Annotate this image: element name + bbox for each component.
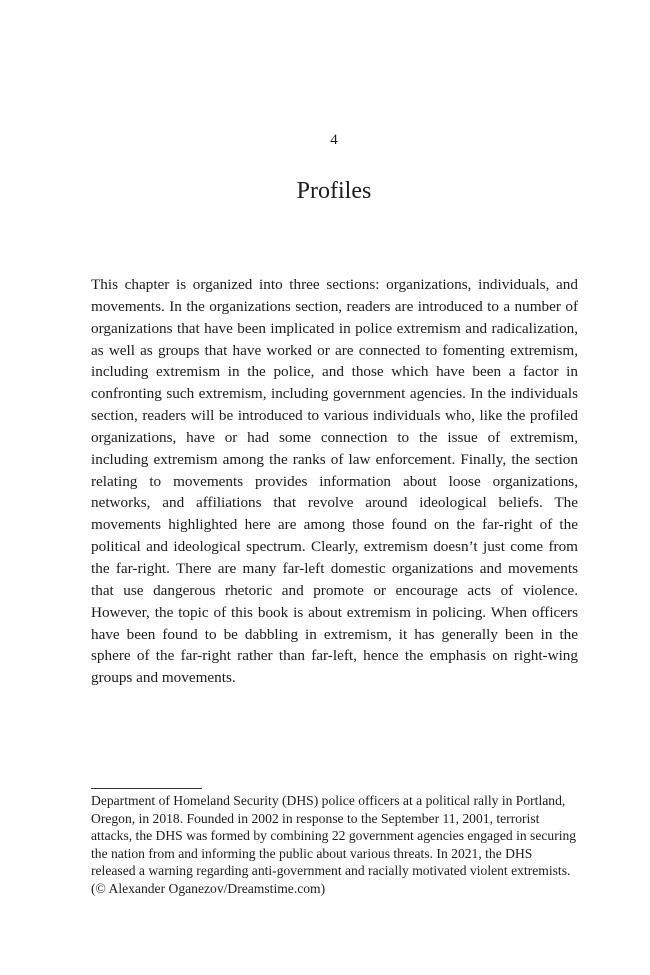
- photo-caption: Department of Homeland Security (DHS) police officers at a political rally in Portland, Oregon, in 2018. Founded in 2002 in response to the September 11, 2001, terrorist attacks, the DHS was formed by combining 22 government agencies engaged in securing the nation from and informing the public about various threats. In 2021, the DHS released a warning regarding anti-government and racially motivated violent extremists. (© Alexander Oganezov/Dreamstime.com): [91, 793, 577, 896]
- chapter-number: 4: [330, 132, 338, 148]
- body-paragraph: This chapter is organized into three sections: organizations, individuals, and movements. In the organizations section, readers are introduced to a number of organizations that have been implicated in police extremism and radicalization, as well as groups that have worked or are connected to fomenting extremism, including extremism in the police, and those which have been a factor in confronting such extremism, including government agencies. In the individuals section, readers will be introduced to various individuals who, like the profiled organizations, have or had some connection to the issue of extremism, including extremism among the ranks of law enforcement. Finally, the section relating to movements provides information about loose organizations, networks, and affiliations that revolve around ideological beliefs. The movements highlighted here are among those found on the far-right of the political and ideological spectrum. Clearly, extremism doesn’t just come from the far-right. There are many far-left domestic organizations and movements that use dangerous rhetoric and promote or encourage acts of violence. However, the topic of this book is about extremism in policing. When officers have been found to be dabbling in extremism, it has generally been in the sphere of the far-right rather than far-left, hence the emphasis on right-wing groups and movements.: [91, 276, 578, 687]
- chapter-title: Profiles: [296, 178, 372, 204]
- caption-divider: [91, 788, 202, 789]
